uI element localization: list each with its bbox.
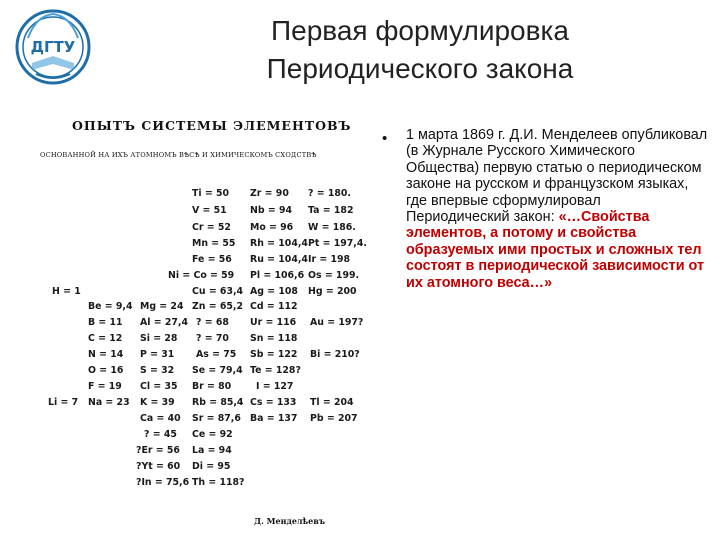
table-cell: Br = 80: [192, 381, 232, 392]
table-cell: Ti = 50: [192, 188, 230, 199]
table-cell: Li = 7: [48, 397, 79, 408]
table-cell: Tl = 204: [310, 397, 354, 408]
table-cell: Na = 23: [88, 397, 130, 408]
table-cell: Mn = 55: [192, 238, 236, 249]
table-cell: Bi = 210?: [310, 349, 360, 360]
table-cell: Cl = 35: [140, 381, 178, 392]
table-cell: Al = 27,4: [140, 317, 188, 328]
table-cell: La = 94: [192, 445, 232, 456]
table-cell: ? = 45: [144, 429, 177, 440]
table-cell: Pl = 106,6: [250, 270, 305, 281]
table-cell: Zn = 65,2: [192, 301, 243, 312]
title-line-2: Периодического закона: [266, 53, 574, 84]
table-cell: Sr = 87,6: [192, 413, 241, 424]
table-cell: S = 32: [140, 365, 175, 376]
table-cell: ?Er = 56: [136, 445, 180, 456]
table-cell: K = 39: [140, 397, 175, 408]
table-cell: Ir = 198: [308, 254, 351, 265]
title-line-1: Первая формулировка: [271, 15, 569, 46]
table-signature: Д. Менделѣевъ: [254, 516, 325, 526]
body-paragraph: 1 марта 1869 г. Д.И. Менделеев опубликовал (в Журнале Русского Химического Общества) первую статью о периодическом законе на русском и французском языках, где впервые сформулировал Периодический закон:: [406, 127, 708, 226]
body-text: [406, 127, 708, 291]
table-cell: B = 11: [88, 317, 123, 328]
table-cell: Ba = 137: [250, 413, 298, 424]
table-header: ОПЫТЪ СИСТЕМЫ ЭЛЕМЕНТОВЪ: [72, 118, 352, 133]
table-cell: Cu = 63,4: [192, 286, 244, 297]
table-cell: ?Yt = 60: [136, 461, 181, 472]
table-cell: Ce = 92: [192, 429, 233, 440]
table-cell: V = 51: [192, 205, 227, 216]
table-cell: Sn = 118: [250, 333, 298, 344]
table-cell: ? = 180.: [308, 188, 351, 199]
table-cell: Rb = 85,4: [192, 397, 244, 408]
table-cell: Ni = Co = 59: [168, 270, 235, 281]
table-cell: Cr = 52: [192, 222, 231, 233]
table-cell: C = 12: [88, 333, 123, 344]
table-cell: N = 14: [88, 349, 124, 360]
table-cell: Te = 128?: [250, 365, 301, 376]
table-cell: Mg = 24: [140, 301, 184, 312]
bullet-marker: •: [382, 130, 388, 147]
table-cell: Cd = 112: [250, 301, 298, 312]
university-logo: [14, 8, 92, 86]
table-cell: Ag = 108: [250, 286, 298, 297]
periodic-table-image: [40, 118, 370, 533]
table-cell: Au = 197?: [310, 317, 364, 328]
table-cell: Pt = 197,4.: [308, 238, 367, 249]
slide-title: [170, 12, 670, 88]
table-cell: ? = 68: [196, 317, 229, 328]
table-cell: ? = 70: [196, 333, 229, 344]
table-cell: W = 186.: [308, 222, 356, 233]
table-cell: O = 16: [88, 365, 124, 376]
logo-emblem-icon: [14, 8, 92, 86]
table-cell: Th = 118?: [192, 477, 245, 488]
table-cell: Os = 199.: [308, 270, 360, 281]
table-cell: Se = 79,4: [192, 365, 243, 376]
table-cell: As = 75: [196, 349, 237, 360]
table-cell: Di = 95: [192, 461, 231, 472]
table-cell: Ru = 104,4: [250, 254, 308, 265]
table-cell: Ca = 40: [140, 413, 181, 424]
table-cell: F = 19: [88, 381, 122, 392]
table-cell: Cs = 133: [250, 397, 297, 408]
table-cell: P = 31: [140, 349, 175, 360]
table-cell: Si = 28: [140, 333, 178, 344]
table-cell: Fe = 56: [192, 254, 232, 265]
table-cell: Ta = 182: [308, 205, 354, 216]
table-cell: Sb = 122: [250, 349, 298, 360]
table-cell: Ur = 116: [250, 317, 297, 328]
logo-text: ДГТУ: [30, 38, 76, 56]
table-cell: Zr = 90: [250, 188, 289, 199]
table-cell: Mo = 96: [250, 222, 294, 233]
table-cell: Rh = 104,4: [250, 238, 308, 249]
table-cell: Hg = 200: [308, 286, 357, 297]
table-cell: Nb = 94: [250, 205, 292, 216]
table-cell: H = 1: [52, 286, 81, 297]
table-cell: ?In = 75,6: [136, 477, 190, 488]
table-cell: I = 127: [256, 381, 294, 392]
table-cell: Pb = 207: [310, 413, 358, 424]
law-quote: «…Свойства элементов, а потому и свойства образуемых ими простых и сложных тел состоят в периодической зависимости от их атомного веса…»: [406, 209, 705, 291]
table-subheader: ОСНОВАННОЙ НА ИХЪ АТОМНОМЪ ВѢСѢ И ХИМИЧЕСКОМЪ СХОДСТВѢ: [40, 151, 317, 159]
table-cell: Be = 9,4: [88, 301, 133, 312]
